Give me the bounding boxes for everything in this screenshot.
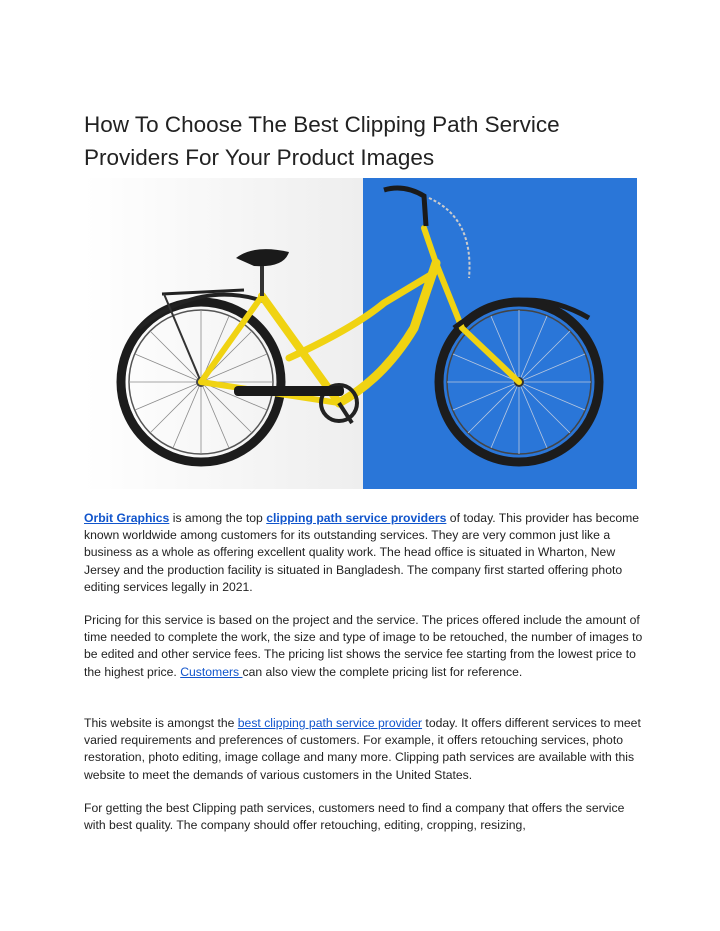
paragraph-website xyxy=(84,715,644,784)
page-title: How To Choose The Best Clipping Path Service Providers For Your Product Images xyxy=(84,112,560,170)
paragraph-pricing xyxy=(84,612,644,681)
customers-link[interactable]: Customers xyxy=(180,664,243,679)
paragraph-text: today. It offers different services to meet varied requirements and preferences of customers. For example, it offers retouching services, photo restoration, photo editing, image collage and many more. Clipping path services are available with this website to meet the demands of various customers in the United States. xyxy=(84,716,641,782)
clipping-path-service-providers-link[interactable]: clipping path service providers xyxy=(266,511,447,525)
orbit-graphics-link[interactable]: Orbit Graphics xyxy=(84,511,170,525)
paragraph-text: of today. This provider has become known worldwide among customers for its outstanding services. They are very common just like a business as a whole as offering excellent quality work. The head office is situated in Wharton, New Jersey and the production facility is situated in Bangladesh. The company first started offering photo editing services legally in 2021. xyxy=(84,511,640,594)
paragraph-text: is among the top xyxy=(169,511,267,525)
paragraph-best-services xyxy=(84,800,644,834)
paragraph-orbit-graphics xyxy=(84,510,644,596)
best-clipping-path-service-provider-link[interactable]: best clipping path service provider xyxy=(237,716,423,730)
paragraph-text: Pricing for this service is based on the project and the service. The prices offered include the amount of time needed to complete the work, the size and type of image to be retouched, the number of images to be edited and other service fees. The pricing list shows the service fee starting from the lowest price to the highest price. xyxy=(84,613,643,679)
paragraph-text: This website is amongst the xyxy=(84,716,238,730)
paragraph-text: can also view the complete pricing list for reference. xyxy=(242,664,523,679)
hero-image xyxy=(84,178,637,489)
bicycle-image xyxy=(84,178,637,489)
paragraph-text: For getting the best Clipping path services, customers need to find a company that offers the service with best quality. The company should offer retouching, editing, cropping, resizing, xyxy=(84,801,625,833)
